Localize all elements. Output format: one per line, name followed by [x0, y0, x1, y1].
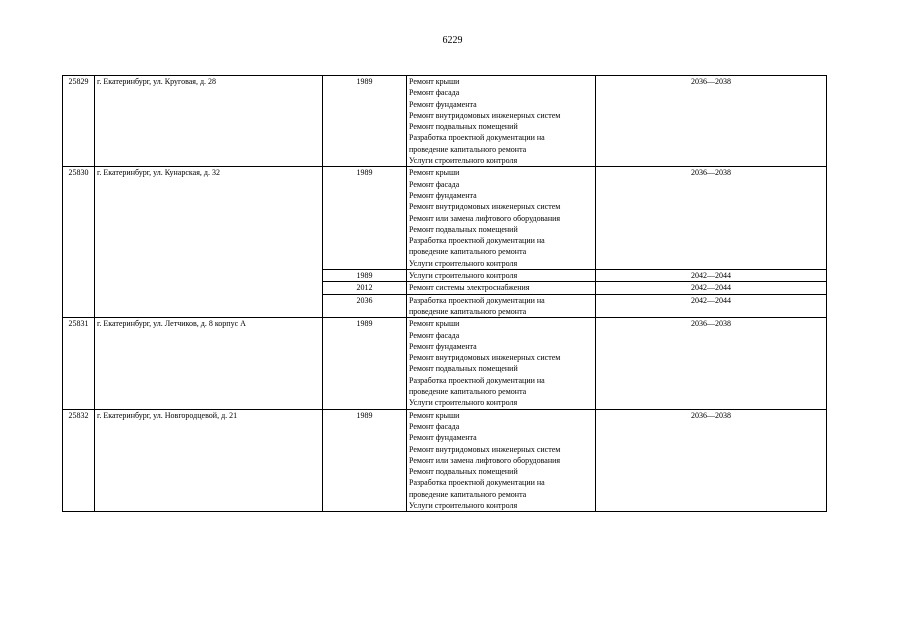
build-year: 2012 [323, 282, 407, 294]
work-item: Ремонт или замена лифтового оборудования [409, 455, 561, 465]
repair-period: 2036—2038 [596, 409, 827, 512]
table-row [63, 318, 827, 409]
work-item: Услуги строительного контроля [409, 271, 518, 281]
works-list [407, 167, 596, 270]
build-year: 2036 [323, 294, 407, 318]
works-list [407, 282, 596, 294]
build-year: 1989 [323, 270, 407, 282]
build-year: 1989 [323, 318, 407, 409]
repair-period: 2036—2038 [596, 318, 827, 409]
works-list [407, 270, 596, 282]
repair-register-table [62, 75, 827, 512]
work-item: Услуги строительного контроля [409, 500, 518, 510]
register-body [63, 76, 827, 512]
building-id: 25832 [63, 409, 95, 512]
work-item: проведение капитального ремонта [409, 306, 527, 316]
work-item: Ремонт подвальных помещений [409, 467, 518, 477]
table-row [63, 167, 827, 270]
work-item: Ремонт фундамента [409, 99, 477, 109]
work-item: Ремонт крыши [409, 410, 460, 420]
work-item: Разработка проектной документации на [409, 375, 545, 385]
repair-period: 2042—2044 [596, 282, 827, 294]
building-address: г. Екатеринбург, ул. Кунарская, д. 32 [95, 167, 323, 318]
repair-period: 2036—2038 [596, 167, 827, 270]
work-item: Ремонт фасада [409, 88, 460, 98]
table-row [63, 76, 827, 167]
work-item: Ремонт фундамента [409, 190, 477, 200]
work-item: Ремонт фундамента [409, 341, 477, 351]
work-item: Ремонт внутридомовых инженерных систем [409, 353, 561, 363]
work-item: Ремонт внутридомовых инженерных систем [409, 202, 561, 212]
works-list [407, 294, 596, 318]
table-row [63, 409, 827, 512]
work-item: Разработка проектной документации на [409, 236, 545, 246]
building-address: г. Екатеринбург, ул. Круговая, д. 28 [95, 76, 323, 167]
work-item: проведение капитального ремонта [409, 144, 527, 154]
works-list [407, 318, 596, 409]
work-item: Разработка проектной документации на [409, 478, 545, 488]
work-item: Ремонт подвальных помещений [409, 122, 518, 132]
work-item: Разработка проектной документации на [409, 295, 545, 305]
work-item: Ремонт фасада [409, 330, 460, 340]
works-list [407, 409, 596, 512]
building-address: г. Екатеринбург, ул. Летчиков, д. 8 корпус А [95, 318, 323, 409]
work-item: Разработка проектной документации на [409, 133, 545, 143]
work-item: Услуги строительного контроля [409, 258, 518, 268]
work-item: Ремонт крыши [409, 168, 460, 178]
building-address: г. Екатеринбург, ул. Новгородцевой, д. 21 [95, 409, 323, 512]
building-id: 25829 [63, 76, 95, 167]
building-id: 25830 [63, 167, 95, 318]
build-year: 1989 [323, 409, 407, 512]
work-item: Ремонт крыши [409, 77, 460, 86]
building-id: 25831 [63, 318, 95, 409]
work-item: Услуги строительного контроля [409, 398, 518, 408]
work-item: Услуги строительного контроля [409, 156, 518, 166]
work-item: Ремонт фасада [409, 421, 460, 431]
repair-period: 2042—2044 [596, 294, 827, 318]
build-year: 1989 [323, 167, 407, 270]
page-number: 6229 [442, 35, 463, 46]
work-item: Ремонт внутридомовых инженерных систем [409, 110, 561, 120]
work-item: проведение капитального ремонта [409, 247, 527, 257]
repair-period: 2036—2038 [596, 76, 827, 167]
work-item: проведение капитального ремонта [409, 489, 527, 499]
work-item: Ремонт внутридомовых инженерных систем [409, 444, 561, 454]
work-item: Ремонт системы электроснабжения [409, 283, 530, 293]
work-item: Ремонт или замена лифтового оборудования [409, 213, 561, 223]
work-item: Ремонт фундамента [409, 433, 477, 443]
work-item: Ремонт подвальных помещений [409, 364, 518, 374]
works-list [407, 76, 596, 167]
work-item: проведение капитального ремонта [409, 387, 527, 397]
work-item: Ремонт крыши [409, 319, 460, 329]
build-year: 1989 [323, 76, 407, 167]
work-item: Ремонт подвальных помещений [409, 224, 518, 234]
work-item: Ремонт фасада [409, 179, 460, 189]
repair-period: 2042—2044 [596, 270, 827, 282]
